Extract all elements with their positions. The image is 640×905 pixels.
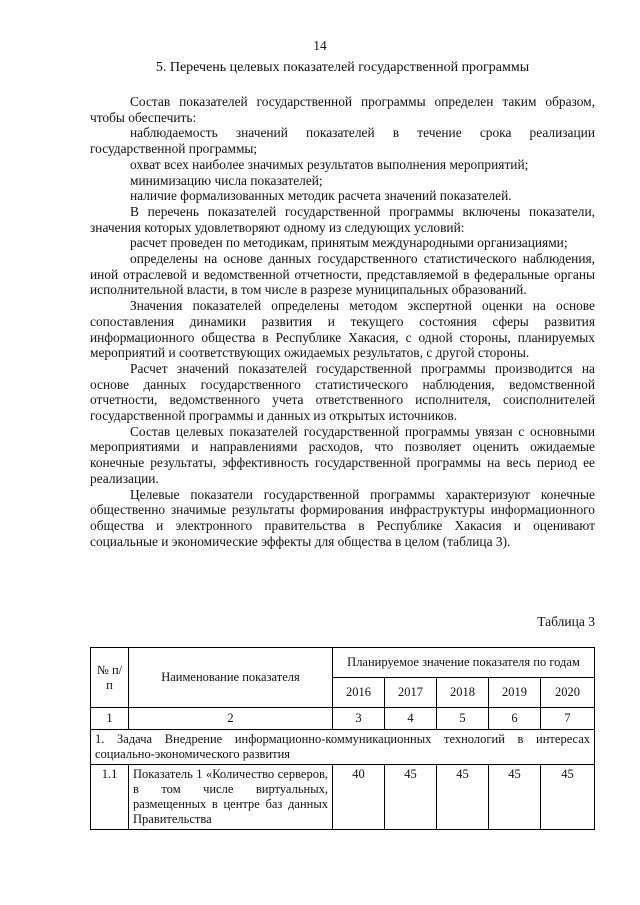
- column-index: 4: [385, 708, 437, 730]
- column-index: 5: [437, 708, 489, 730]
- paragraph: охват всех наиболее значимых результатов выполнения мероприятий;: [130, 156, 529, 172]
- header-year: 2018: [437, 678, 489, 708]
- header-year: 2016: [333, 678, 385, 708]
- table-label: Таблица 3: [537, 614, 595, 629]
- paragraph: наблюдаемость значений показателей в течение срока реализации государственной программы;: [90, 125, 595, 157]
- indicators-table: [90, 647, 595, 830]
- column-index: 1: [91, 708, 129, 730]
- column-index: 2: [129, 708, 333, 730]
- header-year: 2019: [489, 678, 541, 708]
- row-value: 45: [489, 765, 541, 830]
- page-number: 14: [313, 38, 327, 53]
- column-index: 7: [541, 708, 595, 730]
- row-value: 45: [541, 765, 595, 830]
- paragraph: В перечень показателей государственной программы включены показатели, значения которых удовлетворяют одному из следующих условий:: [90, 203, 595, 235]
- row-number: 1.1: [91, 765, 129, 830]
- row-value: 45: [437, 765, 489, 830]
- row-indicator-name: Показатель 1 «Количество серверов, в том числе виртуальных, размещенных в центре баз данных Правительства: [129, 765, 333, 830]
- column-index: 3: [333, 708, 385, 730]
- row-value: 40: [333, 765, 385, 830]
- paragraph: расчет проведен по методикам, принятым международными организациями;: [130, 235, 568, 251]
- paragraph: Состав показателей государственной программы определен таким образом, чтобы обеспечить:: [90, 94, 595, 125]
- row-value: 45: [385, 765, 437, 830]
- column-index: 6: [489, 708, 541, 730]
- header-number: № п/п: [91, 648, 129, 708]
- paragraph: Расчет значений показателей государственной программы производится на основе данных государственного статистического наблюдения, ведомственной отчетности, ведомственного учета ответственного исполнителя, соисполнителей государственной программы и данных из открытых источников.: [90, 360, 595, 424]
- header-year: 2020: [541, 678, 595, 708]
- paragraph: минимизацию числа показателей;: [130, 172, 323, 188]
- header-year: 2017: [385, 678, 437, 708]
- paragraph: Значения показателей определены методом экспертной оценки на основе сопоставления динамики развития и текущего состояния сферы развития информационного общества в Республике Хакасия, с одной стороны, планируемых мероприятий и соответствующих ожидаемых результатов, с другой стороны.: [90, 298, 595, 361]
- paragraph: определены на основе данных государственного статистического наблюдения, иной отраслевой и ведомственной отчетности, представляемой в федеральные органы исполнительной власти, в том числе в разрезе муниципальных образований.: [90, 251, 595, 298]
- paragraph: Состав целевых показателей государственной программы увязан с основными мероприятиями и направлениями расходов, что позволяет оценить ожидаемые конечные результаты, эффективность государственной программы на весь период ее реализации.: [90, 423, 595, 486]
- header-indicator-name: Наименование показателя: [129, 648, 333, 708]
- section-row: 1. Задача Внедрение информационно-коммуникационных технологий в интересах социально-экономического развития: [91, 730, 595, 765]
- header-planned-values: Планируемое значение показателя по годам: [333, 648, 595, 678]
- paragraph: Целевые показатели государственной программы характеризуют конечные общественно значимые результаты формирования инфраструктуры информационного общества и электронного правительства в Республике Хакасия и оценивают социальные и экономические эффекты для общества в целом (таблица 3).: [90, 486, 595, 549]
- section-heading: 5. Перечень целевых показателей государственной программы: [155, 60, 530, 75]
- paragraph: наличие формализованных методик расчета значений показателей.: [130, 188, 512, 204]
- body-text: [90, 94, 595, 549]
- table-row: [91, 765, 595, 830]
